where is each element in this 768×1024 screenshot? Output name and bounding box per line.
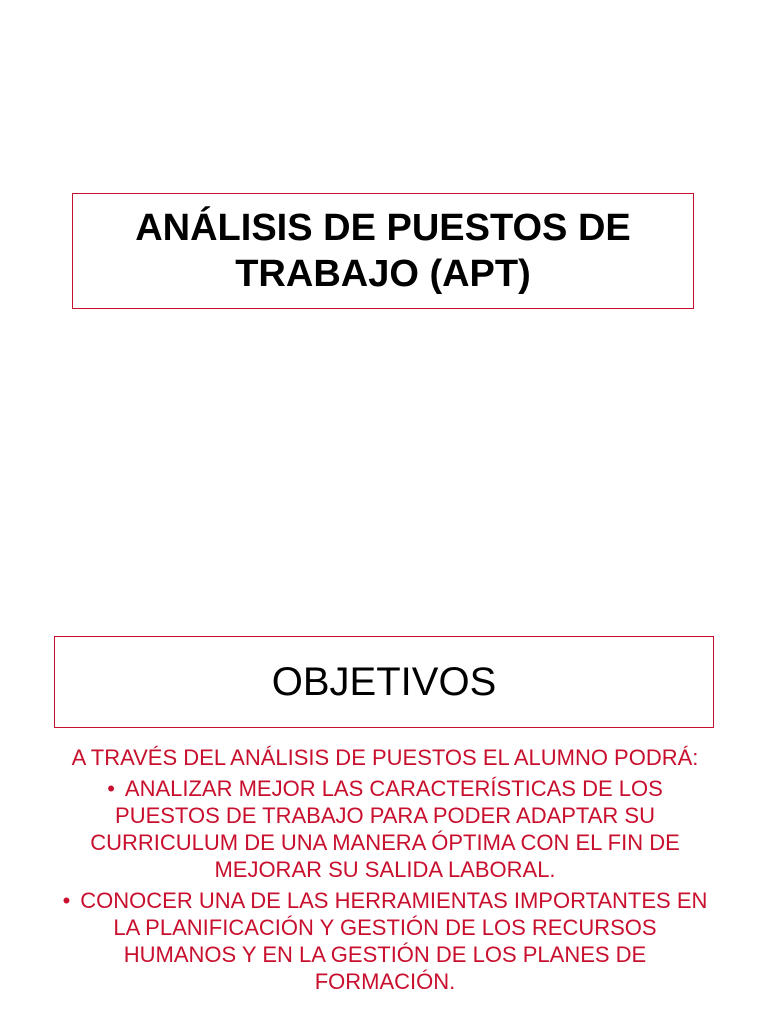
title-box [72, 193, 694, 309]
objectives-intro: A TRAVÉS DEL ANÁLISIS DE PUESTOS EL ALUMNO PODRÁ: [71, 745, 699, 770]
objectives-heading: OBJETIVOS [271, 660, 497, 704]
bullet-icon: • [62, 888, 71, 913]
objective-item [50, 887, 720, 995]
bullet-icon: • [107, 776, 115, 801]
objective-item [50, 775, 720, 883]
objectives-list [50, 775, 720, 995]
objectives-heading-box [54, 636, 714, 728]
objective-text: ANALIZAR MEJOR LAS CARACTERÍSTICAS DE LOS PUESTOS DE TRABAJO PARA PODER ADAPTAR SU CURRICULUM DE UNA MANERA ÓPTIMA CON EL FIN DE MEJORAR SU SALIDA LABORAL. [90, 776, 680, 882]
slide-title: ANÁLISIS DE PUESTOS DE TRABAJO (APT) [135, 207, 631, 295]
objectives-body [50, 744, 720, 999]
objective-text: CONOCER UNA DE LAS HERRAMIENTAS IMPORTANTES EN LA PLANIFICACIÓN Y GESTIÓN DE LOS RECURSOS HUMANOS Y EN LA GESTIÓN DE LOS PLANES DE FORMACIÓN. [80, 888, 708, 994]
